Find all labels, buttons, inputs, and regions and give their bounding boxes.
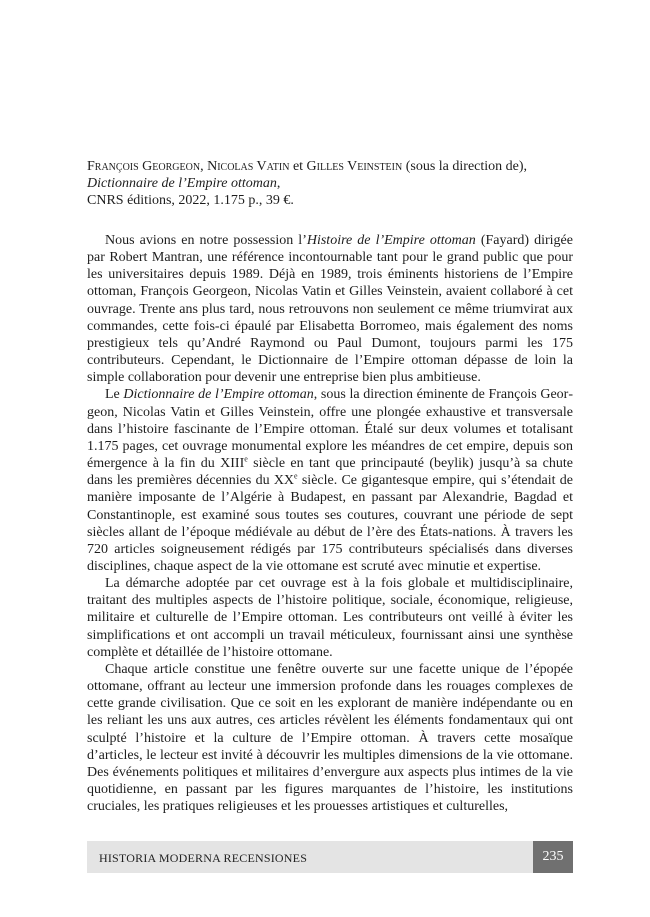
paragraph-text: Nous avions en notre possession l’: [105, 233, 307, 248]
author-name: François Georgeon: [87, 159, 201, 174]
author-name: Gilles Veinstein: [306, 159, 403, 174]
paragraph-text: siècle en tant que principauté (beylik) jusqu’à sa chute dans les premières décennies du XX: [87, 456, 573, 489]
paragraph-text: Le: [105, 387, 124, 403]
publication-details: CNRS éditions, 2022, 1.175 p., 39 €.: [87, 193, 294, 208]
author-separator: ,: [200, 159, 208, 174]
paragraph: Chaque article constitue une fenêtre ouverte sur une facette unique de l’épopée ottomane, offrant au lecteur une immersion profonde dans les rouages complexes de cette grande civilisation. Que ce soit en les explorant de manière indépendante ou en les reliant les uns aux autres, ces articles révèlent les éléments fondamentaux qui ont sculpté l’histoire et la culture de l’Empire ottoman. À travers cette mosaïque d’articles, le lecteur est invité à découvrir les multiples dimensions de la vie ottomane. Des événements politiques et militaires d’envergure aux aspects plus intimes de la vie quotidienne, en passant par les figures marquantes de l’histoire, les institutions cruciales, les pratiques religieuses et les prouesses artistiques et culturelles,: [87, 661, 573, 815]
paragraph: [87, 232, 573, 386]
century-superscript: e: [294, 471, 298, 481]
journal-section-title: HISTORIA MODERNA RECENSIONES: [99, 851, 308, 865]
paragraph-text: , sous la direction éminente de François Georgeon, Nicolas Vatin et Gilles Veinstein, offre une plongée exhaustive et transversale dans l’histoire fascinante de l’Empire ottoman. Étalé sur deux volumes et totalisant 1.175 pages, cet ouvrage monumental explore les méandres de cet empire, depuis son émergence à la fin du XIII: [87, 387, 574, 472]
paragraph: La démarche adoptée par cet ouvrage est à la fois globale et multidisciplinaire, traitant des multiples aspects de l’histoire politique, sociale, économique, religieuse, militaire et culturelle de l’Empire ottoman. Les contributeurs ont veillé à éviter les simplifications et ont accompli un travail méticuleux, fournissant ainsi une synthèse complète et détaillée de l’histoire ottomane.: [87, 576, 573, 660]
book-title: Dictionnaire de l’Empire ottoman: [87, 176, 277, 191]
paragraph-text: (Fayard) dirigée par Robert Mantran, une référence incontournable tant pour le grand public que pour les universitaires depuis 1989. Déjà en 1989, trois éminents historiens de l’Empire ottoman, François Georgeon, Nicolas Vatin et Gilles Veinstein, avaient collaboré à cet ouvrage. Trente ans plus tard, nous retrouvons non seulement ce même triumvirat aux commandes, cette fois-ci épaulé par Elisabetta Borromeo, mais également des noms prestigieux tels qu’André Raymond ou Paul Dumont, toujours parmi les 175 contributeurs. Cependant, le Dictionnaire de l’Empire ottoman dépasse de loin la simple collaboration pour devenir une entreprise bien plus ambitieuse.: [87, 233, 573, 386]
author-name: Nicolas Vatin: [207, 159, 290, 174]
review-body: [87, 232, 573, 815]
bibliographic-reference: [87, 158, 573, 209]
page-footer: [87, 841, 573, 873]
century-superscript: e: [244, 454, 248, 464]
cited-title: Histoire de l’Empire ottoman: [306, 233, 476, 248]
editorial-role: (sous la direction de),: [402, 159, 528, 174]
author-separator: et: [289, 159, 307, 174]
paragraph-text: siècle. Ce gigantesque empire, qui s’étendait de manière imposante de l’Algérie à Budapest, en passant par Alexandrie, Bagdad et Constantinople, est examiné sous toutes ses coutures, couvrant une période de sept siècles allant de l’époque médiévale au début de l’ère des États-nations. À travers les 720 articles soigneusement rédigés par 175 contributeurs spécialisés dans diverses disciplines, chaque aspect de la vie ottomane est scruté avec minutie et expertise.: [87, 473, 573, 574]
title-punctuation: ,: [276, 176, 281, 191]
page-number: 235: [533, 841, 573, 873]
review-page: [87, 158, 573, 815]
paragraph: [87, 386, 573, 575]
cited-title: Dictionnaire de l’Empire ottoman: [123, 387, 314, 403]
